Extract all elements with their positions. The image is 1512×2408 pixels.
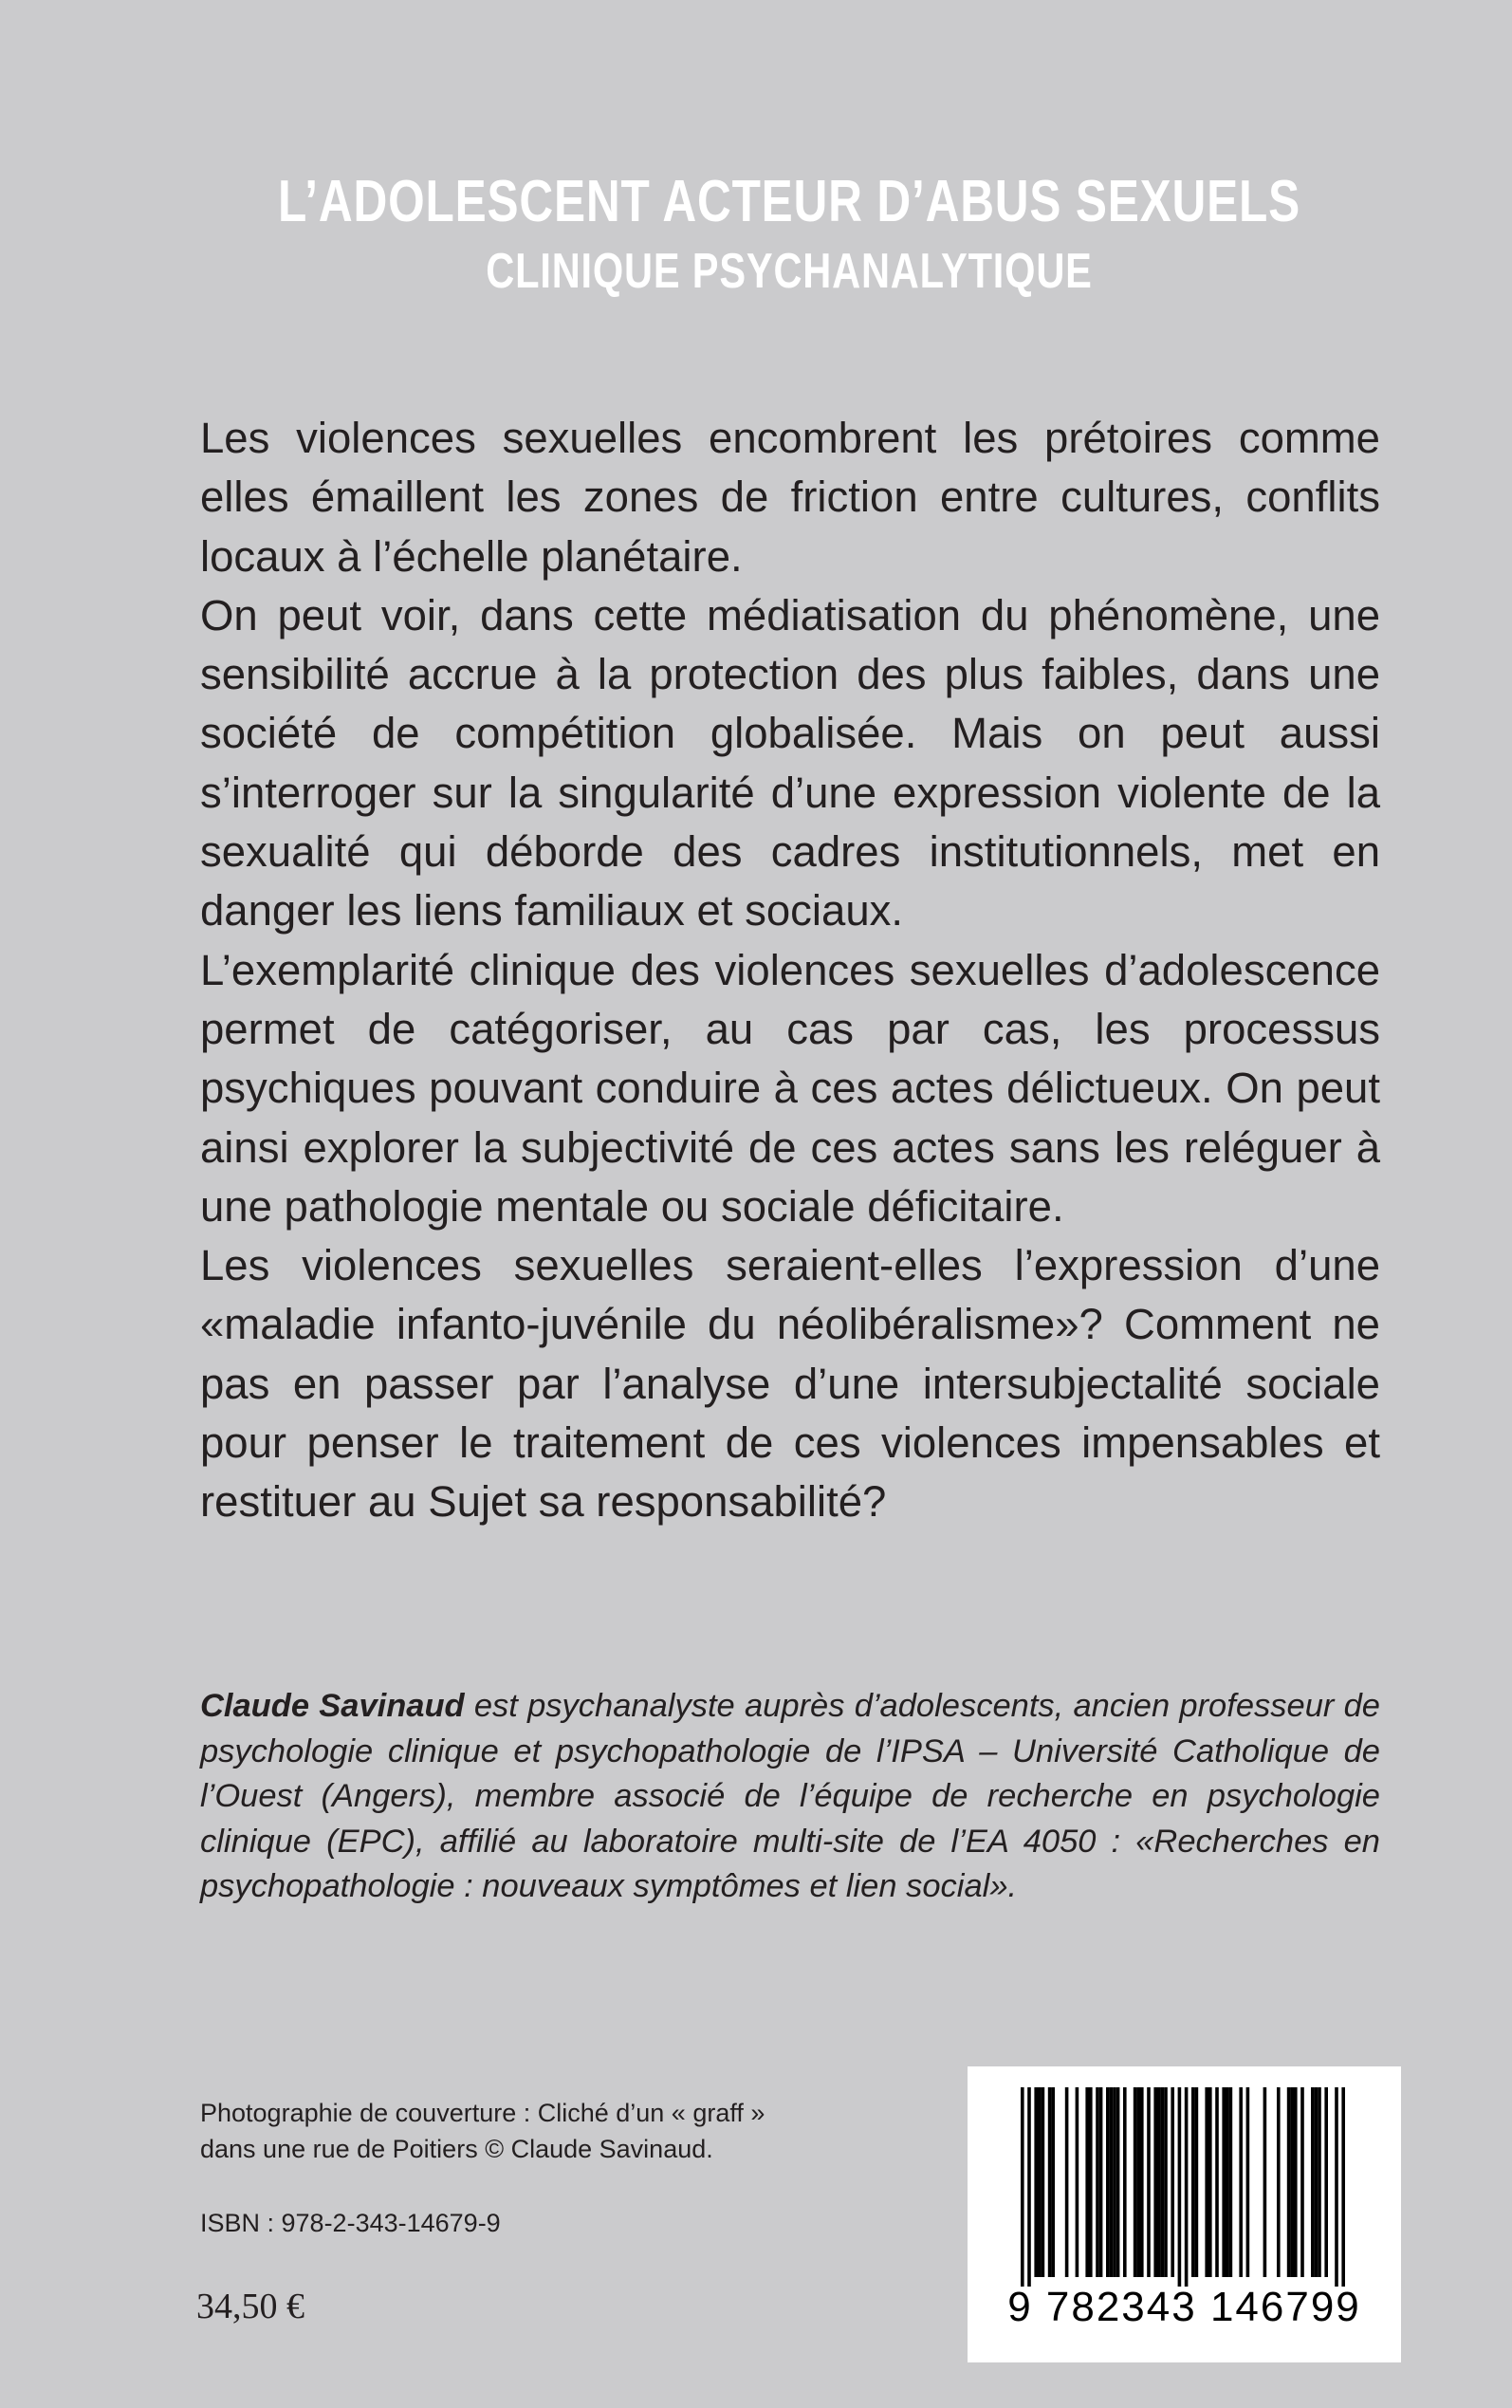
barcode-bar bbox=[1106, 2087, 1110, 2277]
barcode-bar bbox=[1116, 2087, 1120, 2277]
blurb-paragraph: Les violences sexuelles encombrent les prétoires comme elles émaillent les zones de friction entre cultures, conflits locaux à l’échelle planétaire. bbox=[200, 414, 1380, 581]
barcode-bar bbox=[1147, 2087, 1151, 2277]
barcode-bar bbox=[1300, 2087, 1304, 2277]
barcode-bar bbox=[1195, 2087, 1199, 2277]
barcode-bar bbox=[1164, 2087, 1168, 2277]
barcode-bar bbox=[1113, 2087, 1116, 2277]
barcode-bar bbox=[1246, 2087, 1250, 2277]
barcode-bar bbox=[1205, 2087, 1208, 2277]
barcode-bar bbox=[1287, 2087, 1291, 2277]
book-subtitle: CLINIQUE PSYCHANALYTIQUE bbox=[486, 244, 1093, 299]
photo-credit bbox=[200, 2095, 765, 2167]
photo-credit-line-1: Photographie de couverture : Cliché d’un « graff » bbox=[200, 2099, 765, 2127]
blurb-paragraph: On peut voir, dans cette médiatisation du phénomène, une sensibilité accrue à la protection des plus faibles, dans une société de compétition globalisée. Mais on peut aussi s’interroger sur la singularité d’une expression violente de la sexualité qui déborde des cadres institutionnels, met en danger les liens familiaux et sociaux. bbox=[200, 590, 1380, 935]
barcode-bar bbox=[1034, 2087, 1038, 2277]
barcode-bar bbox=[1153, 2087, 1157, 2277]
blurb-paragraph: L’exemplarité clinique des violences sexuelles d’adolescence permet de catégoriser, au cas par cas, les processus psychiques pouvant conduire à ces actes délictueux. On peut ainsi explorer la subjectivité de ces actes sans les reléguer à une pathologie mentale ou sociale déficitaire. bbox=[200, 945, 1380, 1231]
barcode-bar bbox=[1185, 2087, 1189, 2287]
barcode-bar bbox=[1085, 2087, 1089, 2277]
barcode-bar bbox=[1222, 2087, 1226, 2277]
blurb bbox=[200, 409, 1380, 1532]
barcode-bar bbox=[1048, 2087, 1052, 2277]
barcode-bar bbox=[1335, 2087, 1338, 2287]
barcode-bar bbox=[1315, 2087, 1318, 2277]
barcode-bar bbox=[1089, 2087, 1093, 2277]
barcode-bar bbox=[1110, 2087, 1114, 2277]
author-name: Claude Savinaud bbox=[200, 1688, 465, 1724]
author-bio-text: est psychanalyste auprès d’adolescents, ancien professeur de psychologie clinique et psychopathologie de l’IPSA – Université Catholique de l’Ouest (Angers), membre associé de l’équipe de recherche en psychologie clinique (EPC), affilié au laboratoire multi-site de l’EA 4050 : «Recherches en psychopathologie : nouveaux symptômes et lien social». bbox=[200, 1688, 1380, 1904]
barcode-bar bbox=[1161, 2087, 1165, 2277]
barcode-bar bbox=[1171, 2087, 1174, 2277]
barcode-bar bbox=[1051, 2087, 1055, 2277]
barcode-bar bbox=[1096, 2087, 1099, 2277]
barcode-bar bbox=[1294, 2087, 1298, 2277]
barcode-bar bbox=[1021, 2087, 1024, 2287]
barcode-bar bbox=[1208, 2087, 1212, 2277]
barcode-bar bbox=[1311, 2087, 1315, 2277]
barcode-bars bbox=[968, 2066, 1401, 2287]
barcode-bar bbox=[1076, 2087, 1079, 2277]
barcode-bar bbox=[1290, 2087, 1294, 2277]
barcode-bar bbox=[1215, 2087, 1219, 2277]
barcode-bar bbox=[1318, 2087, 1321, 2277]
barcode-bar bbox=[1099, 2087, 1103, 2277]
photo-credit-line-2: dans une rue de Poitiers © Claude Savinaud. bbox=[200, 2135, 713, 2163]
barcode-bar bbox=[1140, 2087, 1144, 2277]
barcode bbox=[968, 2066, 1401, 2362]
book-title: L’ADOLESCENT ACTEUR D’ABUS SEXUELS bbox=[277, 169, 1301, 234]
barcode-bar bbox=[1277, 2087, 1281, 2277]
barcode-bar bbox=[1136, 2087, 1140, 2277]
barcode-bar bbox=[1134, 2087, 1137, 2277]
barcode-bar bbox=[1042, 2087, 1045, 2277]
barcode-bar bbox=[1226, 2087, 1229, 2277]
author-bio bbox=[200, 1684, 1380, 1910]
price: 34,50 € bbox=[196, 2287, 304, 2326]
barcode-digits: 9 782343 146799 bbox=[1007, 2284, 1361, 2330]
barcode-bar bbox=[1191, 2087, 1195, 2277]
isbn: ISBN : 978-2-343-14679-9 bbox=[200, 2209, 501, 2237]
barcode-bar bbox=[1157, 2087, 1161, 2277]
blurb-paragraph: Les violences sexuelles seraient-elles l’expression d’une «maladie infanto-juvénile du néolibéralisme»? Comment ne pas en passer par l’analyse d’une intersubjectalité sociale pour penser le traitement de ces violences impensables et restituer au Sujet sa responsabilité? bbox=[200, 1241, 1380, 1527]
barcode-bar bbox=[1263, 2087, 1267, 2277]
barcode-bar bbox=[1038, 2087, 1042, 2277]
barcode-bar bbox=[1324, 2087, 1328, 2277]
barcode-bar bbox=[1065, 2087, 1069, 2277]
barcode-bar bbox=[1178, 2087, 1182, 2287]
barcode-bar bbox=[1027, 2087, 1031, 2287]
barcode-bar bbox=[1123, 2087, 1127, 2277]
barcode-bar bbox=[1229, 2087, 1233, 2277]
barcode-bar bbox=[1239, 2087, 1243, 2277]
barcode-bar bbox=[1341, 2087, 1345, 2287]
